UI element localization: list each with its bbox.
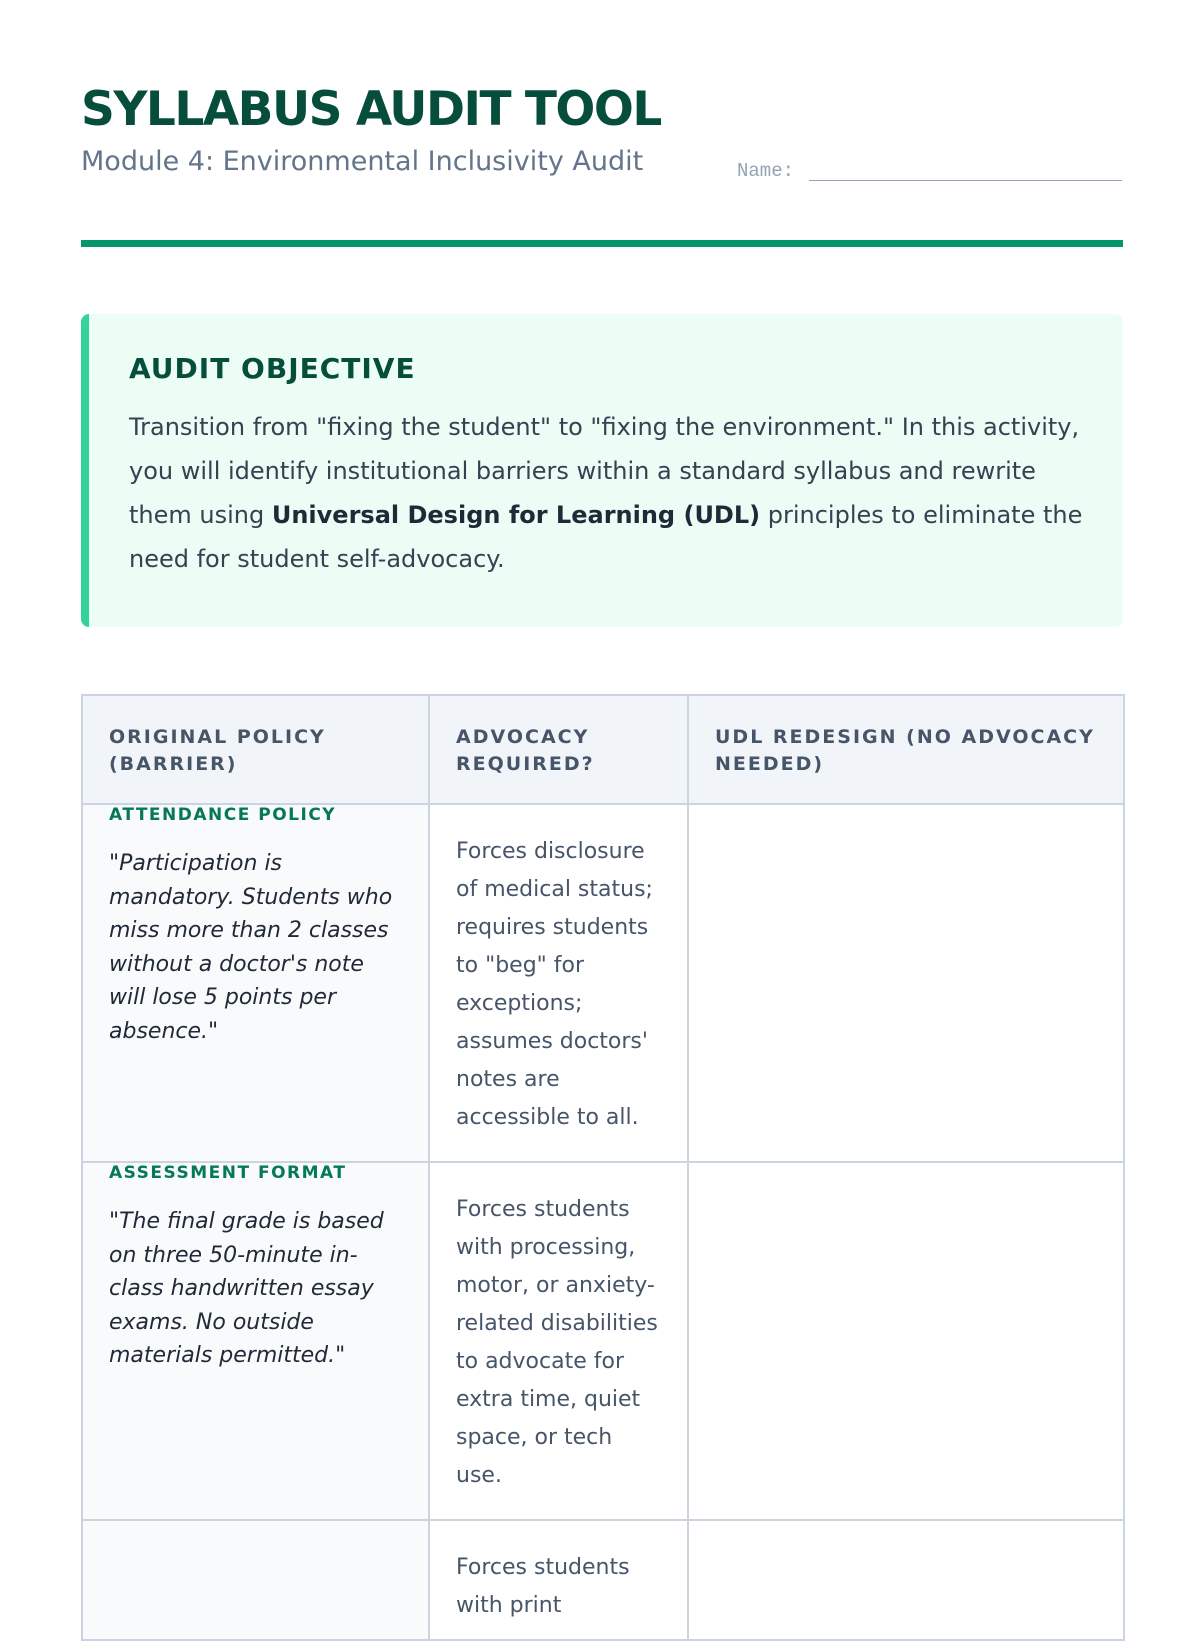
objective-text-udl: Universal Design for Learning (UDL) (271, 501, 761, 529)
udl-redesign-input[interactable] (688, 1162, 1124, 1520)
policy-cell (82, 1520, 429, 1640)
policy-cell (82, 1162, 429, 1520)
advocacy-cell: Forces students with processing, motor, or anxiety-related disabilities to advocate for extra time, quiet space, or tech use. (429, 1162, 688, 1520)
header-divider (81, 240, 1123, 247)
policy-quote: "Participation is mandatory. Students who miss more than 2 classes without a doctor's note will lose 5 points per absence." (109, 851, 393, 1044)
name-label: Name: (737, 160, 795, 182)
objective-text-end: principles to eliminate the need for student self-advocacy. (129, 501, 1083, 573)
name-field[interactable] (809, 180, 1122, 181)
objective-text-intro: Transition from "fixing the student" to "fixing the environment." In this activity, you will identify institutional barriers within a standard syllabus and rewrite them using (129, 413, 1080, 529)
table-row (82, 804, 1124, 1162)
audit-table (81, 694, 1125, 1641)
policy-quote: "The final grade is based on three 50-minute in-class handwritten essay exams. No outside materials permitted." (109, 1209, 384, 1368)
table-row (82, 1520, 1124, 1640)
objective-text (129, 405, 1083, 581)
udl-redesign-input[interactable] (688, 804, 1124, 1162)
policy-label: ASSESSMENT FORMAT (109, 1163, 347, 1183)
header-advocacy-required: ADVOCACY REQUIRED? (429, 695, 688, 804)
header-udl-redesign: UDL REDESIGN (NO ADVOCACY NEEDED) (688, 695, 1124, 804)
advocacy-cell: Forces students with print (429, 1520, 688, 1640)
table-row (82, 1162, 1124, 1520)
header-original-policy: ORIGINAL POLICY (BARRIER) (82, 695, 429, 804)
policy-cell (82, 804, 429, 1162)
module-subtitle: Module 4: Environmental Inclusivity Audit (81, 146, 644, 177)
advocacy-cell: Forces disclosure of medical status; requires students to "beg" for exceptions; assumes doctors' notes are accessible to all. (429, 804, 688, 1162)
objective-heading: AUDIT OBJECTIVE (129, 352, 416, 385)
audit-objective-box (81, 314, 1123, 627)
page-title: SYLLABUS AUDIT TOOL (81, 82, 661, 137)
table-header-row (82, 695, 1124, 804)
udl-redesign-input[interactable] (688, 1520, 1124, 1640)
policy-label: ATTENDANCE POLICY (109, 805, 337, 825)
